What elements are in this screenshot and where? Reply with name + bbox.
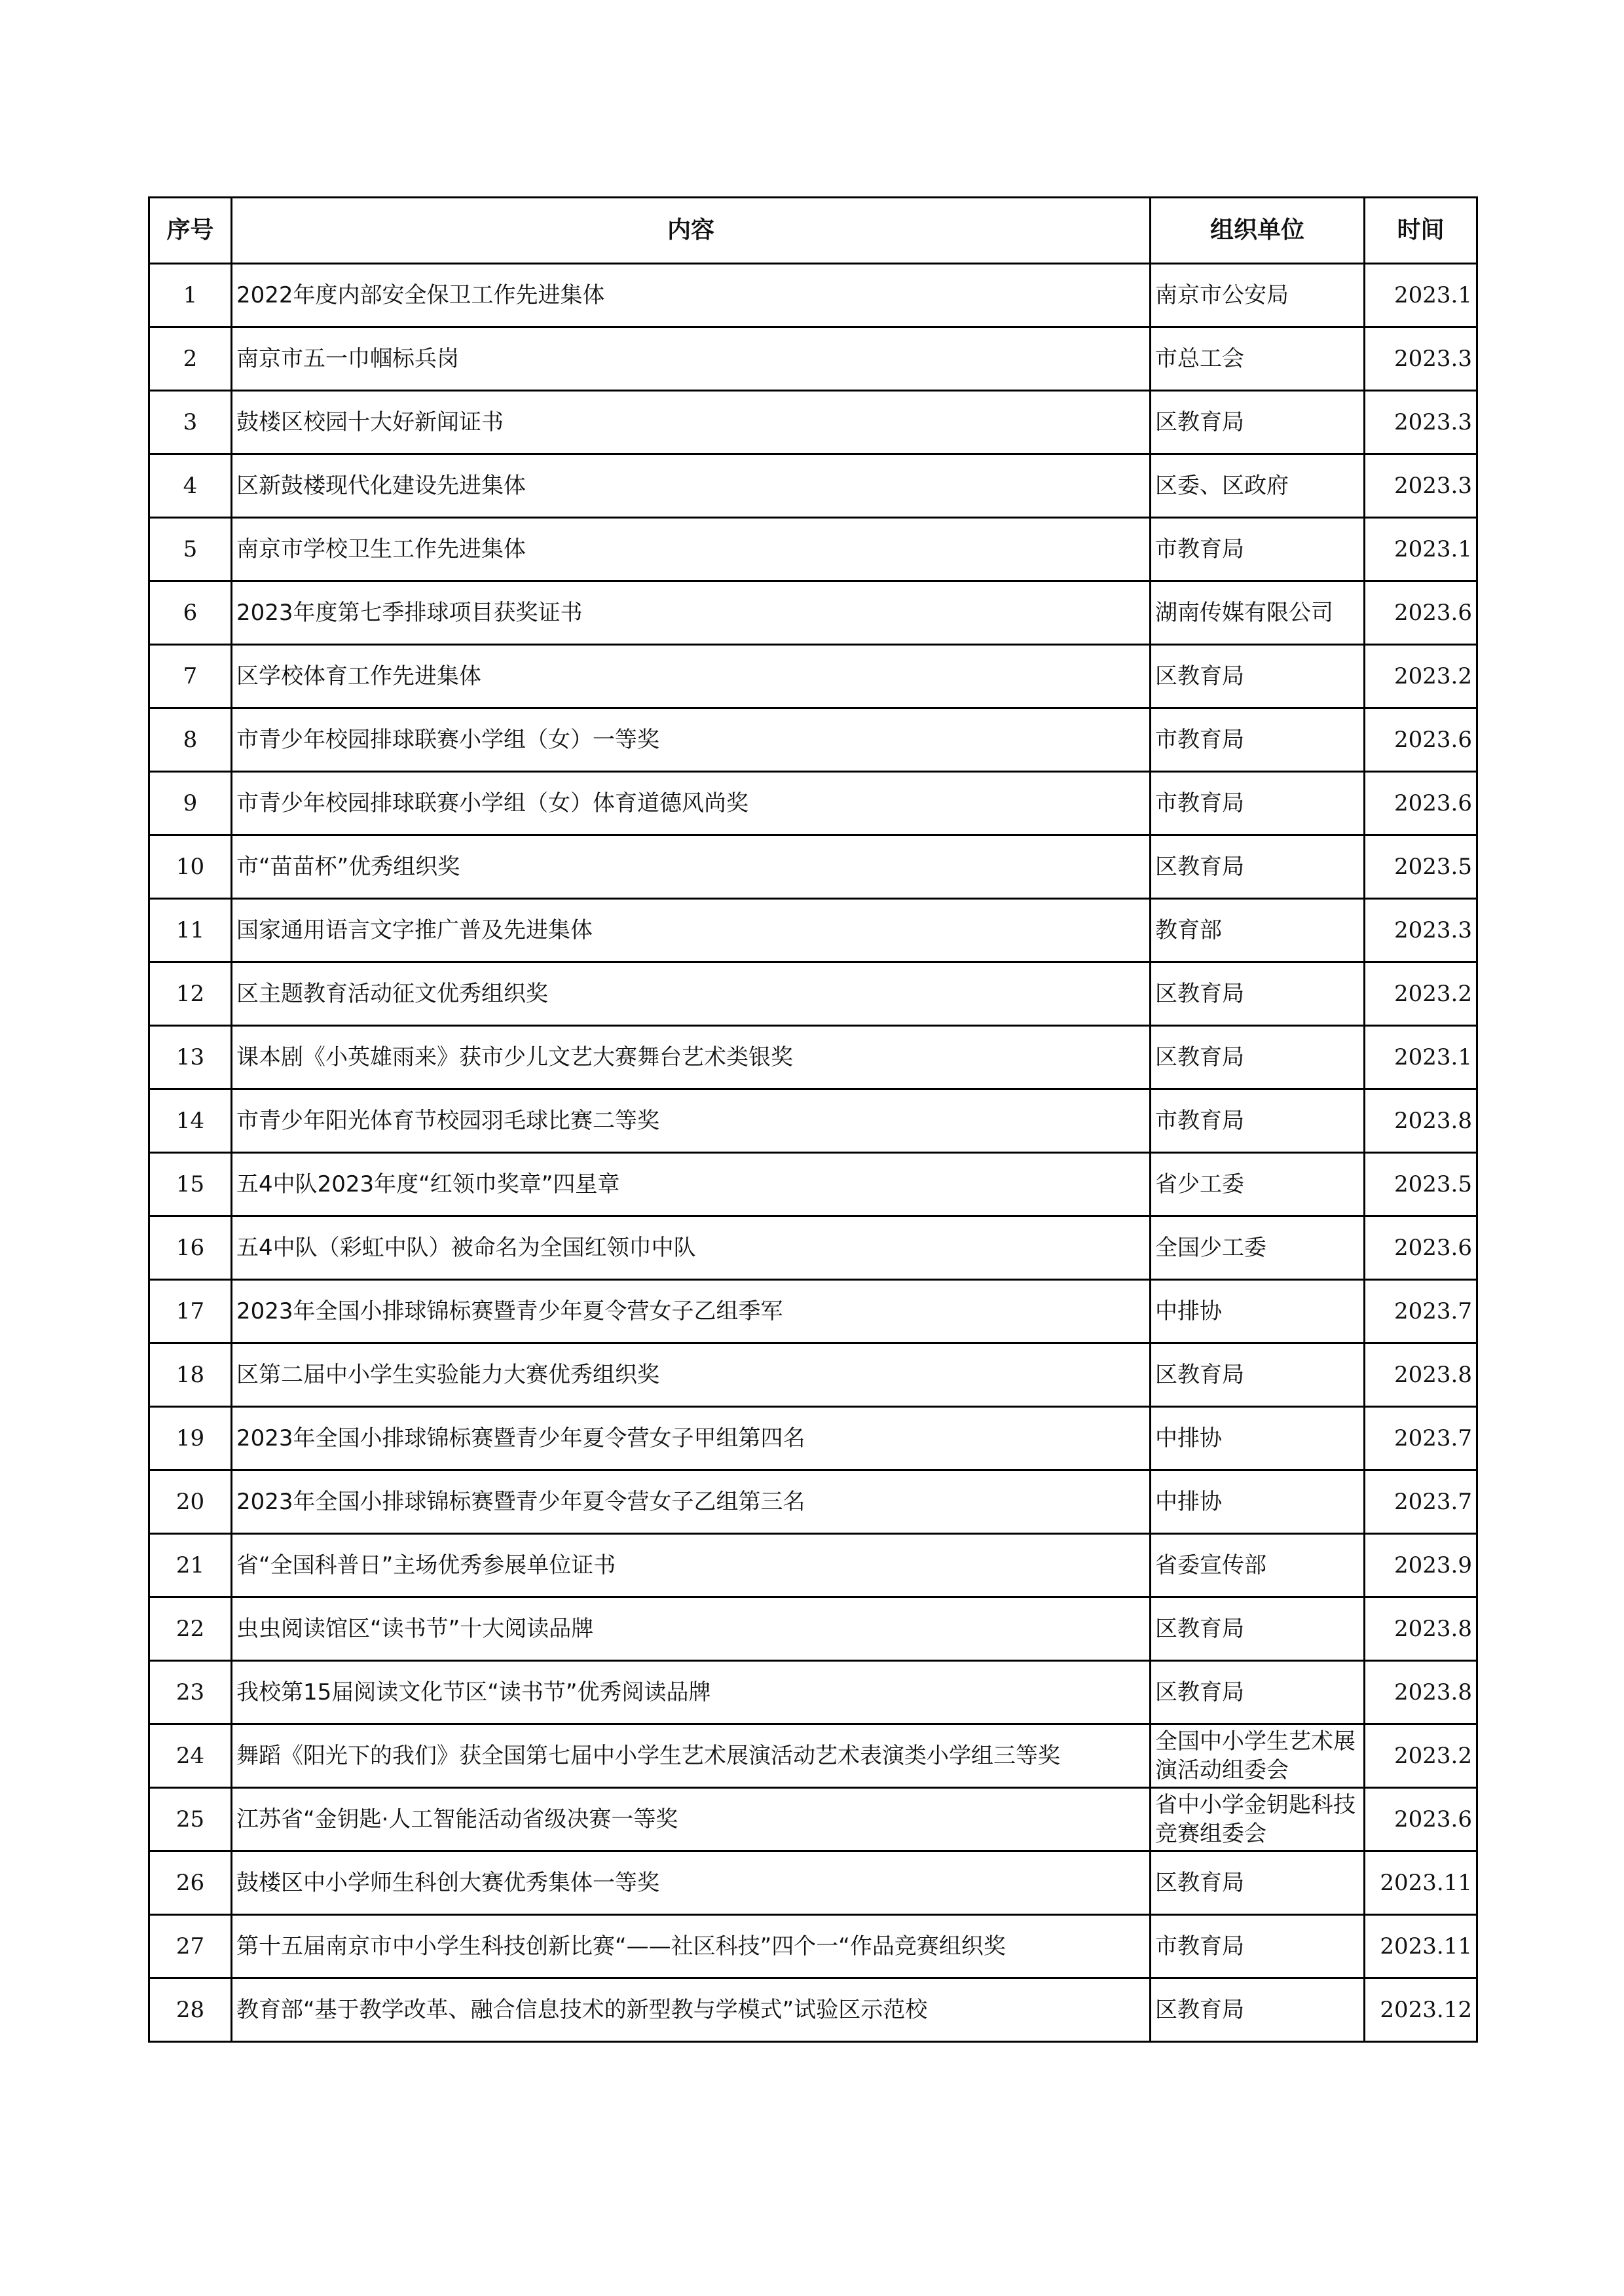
cell-content: 舞蹈《阳光下的我们》获全国第七届中小学生艺术展演活动艺术表演类小学组三等奖 [232, 1724, 1151, 1788]
table-row [149, 1026, 1477, 1089]
cell-time: 2023.6 [1365, 581, 1477, 645]
cell-content: 鼓楼区中小学师生科创大赛优秀集体一等奖 [232, 1851, 1151, 1915]
cell-content: 2023年全国小排球锦标赛暨青少年夏令营女子甲组第四名 [232, 1407, 1151, 1470]
table-row [149, 708, 1477, 772]
cell-content: 课本剧《小英雄雨来》获市少儿文艺大赛舞台艺术类银奖 [232, 1026, 1151, 1089]
cell-time: 2023.1 [1365, 264, 1477, 327]
table-row [149, 1343, 1477, 1407]
cell-org: 教育部 [1151, 899, 1365, 962]
cell-no: 11 [149, 899, 232, 962]
table-row [149, 1216, 1477, 1280]
cell-content: 五4中队2023年度“红领巾奖章”四星章 [232, 1153, 1151, 1216]
cell-content: 2023年度第七季排球项目获奖证书 [232, 581, 1151, 645]
table-body [149, 264, 1477, 2042]
cell-no: 6 [149, 581, 232, 645]
cell-no: 12 [149, 962, 232, 1026]
cell-no: 14 [149, 1089, 232, 1153]
cell-no: 28 [149, 1978, 232, 2042]
cell-no: 22 [149, 1597, 232, 1661]
cell-time: 2023.7 [1365, 1470, 1477, 1534]
cell-time: 2023.6 [1365, 708, 1477, 772]
cell-time: 2023.3 [1365, 391, 1477, 454]
header-org: 组织单位 [1151, 198, 1365, 264]
cell-content: 南京市五一巾帼标兵岗 [232, 327, 1151, 391]
cell-time: 2023.9 [1365, 1534, 1477, 1597]
header-content: 内容 [232, 198, 1151, 264]
cell-content: 区主题教育活动征文优秀组织奖 [232, 962, 1151, 1026]
table-row [149, 391, 1477, 454]
cell-content: 2022年度内部安全保卫工作先进集体 [232, 264, 1151, 327]
cell-org: 区委、区政府 [1151, 454, 1365, 518]
cell-no: 5 [149, 518, 232, 581]
table-row [149, 645, 1477, 708]
cell-content: 国家通用语言文字推广普及先进集体 [232, 899, 1151, 962]
cell-time: 2023.1 [1365, 1026, 1477, 1089]
cell-no: 2 [149, 327, 232, 391]
cell-no: 9 [149, 772, 232, 835]
cell-org: 市教育局 [1151, 708, 1365, 772]
cell-time: 2023.2 [1365, 645, 1477, 708]
cell-org: 区教育局 [1151, 1343, 1365, 1407]
cell-no: 4 [149, 454, 232, 518]
cell-time: 2023.12 [1365, 1978, 1477, 2042]
cell-org: 中排协 [1151, 1280, 1365, 1343]
cell-no: 27 [149, 1915, 232, 1978]
cell-no: 1 [149, 264, 232, 327]
cell-org: 南京市公安局 [1151, 264, 1365, 327]
cell-content: 江苏省“金钥匙·人工智能活动省级决赛一等奖 [232, 1788, 1151, 1851]
table-row [149, 1978, 1477, 2042]
cell-time: 2023.5 [1365, 835, 1477, 899]
cell-org: 中排协 [1151, 1470, 1365, 1534]
cell-no: 3 [149, 391, 232, 454]
cell-content: 鼓楼区校园十大好新闻证书 [232, 391, 1151, 454]
table-row [149, 1915, 1477, 1978]
table-row [149, 1851, 1477, 1915]
cell-content: 省“全国科普日”主场优秀参展单位证书 [232, 1534, 1151, 1597]
cell-no: 16 [149, 1216, 232, 1280]
cell-no: 19 [149, 1407, 232, 1470]
cell-content: 区学校体育工作先进集体 [232, 645, 1151, 708]
cell-time: 2023.11 [1365, 1851, 1477, 1915]
cell-no: 17 [149, 1280, 232, 1343]
table-row [149, 264, 1477, 327]
cell-org: 区教育局 [1151, 1851, 1365, 1915]
table-row [149, 1089, 1477, 1153]
table-row [149, 1788, 1477, 1851]
cell-org: 市总工会 [1151, 327, 1365, 391]
cell-time: 2023.7 [1365, 1407, 1477, 1470]
cell-time: 2023.8 [1365, 1089, 1477, 1153]
cell-org: 区教育局 [1151, 645, 1365, 708]
cell-content: 五4中队（彩虹中队）被命名为全国红领巾中队 [232, 1216, 1151, 1280]
cell-no: 24 [149, 1724, 232, 1788]
cell-org: 全国少工委 [1151, 1216, 1365, 1280]
cell-no: 13 [149, 1026, 232, 1089]
cell-org: 省委宣传部 [1151, 1534, 1365, 1597]
awards-table [148, 196, 1478, 2043]
cell-content: 市青少年校园排球联赛小学组（女）体育道德风尚奖 [232, 772, 1151, 835]
cell-content: 第十五届南京市中小学生科技创新比赛“——社区科技”四个一“作品竞赛组织奖 [232, 1915, 1151, 1978]
cell-no: 21 [149, 1534, 232, 1597]
cell-content: 我校第15届阅读文化节区“读书节”优秀阅读品牌 [232, 1661, 1151, 1724]
cell-time: 2023.8 [1365, 1661, 1477, 1724]
cell-no: 7 [149, 645, 232, 708]
cell-content: 虫虫阅读馆区“读书节”十大阅读品牌 [232, 1597, 1151, 1661]
cell-content: 市“苗苗杯”优秀组织奖 [232, 835, 1151, 899]
cell-content: 区第二届中小学生实验能力大赛优秀组织奖 [232, 1343, 1151, 1407]
cell-time: 2023.2 [1365, 1724, 1477, 1788]
cell-content: 2023年全国小排球锦标赛暨青少年夏令营女子乙组季军 [232, 1280, 1151, 1343]
table-header-row [149, 198, 1477, 264]
cell-content: 区新鼓楼现代化建设先进集体 [232, 454, 1151, 518]
cell-org: 区教育局 [1151, 391, 1365, 454]
cell-org: 区教育局 [1151, 835, 1365, 899]
cell-org: 市教育局 [1151, 1089, 1365, 1153]
table-row [149, 454, 1477, 518]
cell-org: 区教育局 [1151, 1026, 1365, 1089]
cell-content: 市青少年校园排球联赛小学组（女）一等奖 [232, 708, 1151, 772]
table-row [149, 581, 1477, 645]
table-row [149, 1153, 1477, 1216]
table-row [149, 1724, 1477, 1788]
cell-time: 2023.6 [1365, 1216, 1477, 1280]
cell-org: 市教育局 [1151, 1915, 1365, 1978]
table-row [149, 1534, 1477, 1597]
cell-no: 25 [149, 1788, 232, 1851]
cell-time: 2023.2 [1365, 962, 1477, 1026]
cell-org: 中排协 [1151, 1407, 1365, 1470]
table-row [149, 1661, 1477, 1724]
cell-time: 2023.7 [1365, 1280, 1477, 1343]
cell-org: 市教育局 [1151, 772, 1365, 835]
table-row [149, 1597, 1477, 1661]
cell-org: 区教育局 [1151, 1978, 1365, 2042]
cell-no: 10 [149, 835, 232, 899]
table-row [149, 1280, 1477, 1343]
cell-no: 18 [149, 1343, 232, 1407]
cell-time: 2023.3 [1365, 327, 1477, 391]
table-row [149, 1407, 1477, 1470]
cell-org: 湖南传媒有限公司 [1151, 581, 1365, 645]
cell-org: 区教育局 [1151, 962, 1365, 1026]
table-row [149, 962, 1477, 1026]
cell-time: 2023.8 [1365, 1597, 1477, 1661]
cell-time: 2023.5 [1365, 1153, 1477, 1216]
table-row [149, 835, 1477, 899]
cell-no: 20 [149, 1470, 232, 1534]
cell-time: 2023.6 [1365, 772, 1477, 835]
cell-content: 南京市学校卫生工作先进集体 [232, 518, 1151, 581]
cell-org: 区教育局 [1151, 1597, 1365, 1661]
header-time: 时间 [1365, 198, 1477, 264]
cell-time: 2023.3 [1365, 899, 1477, 962]
cell-content: 市青少年阳光体育节校园羽毛球比赛二等奖 [232, 1089, 1151, 1153]
cell-time: 2023.11 [1365, 1915, 1477, 1978]
cell-time: 2023.6 [1365, 1788, 1477, 1851]
cell-org: 省少工委 [1151, 1153, 1365, 1216]
cell-content: 教育部“基于教学改革、融合信息技术的新型教与学模式”试验区示范校 [232, 1978, 1151, 2042]
cell-no: 26 [149, 1851, 232, 1915]
cell-org: 全国中小学生艺术展演活动组委会 [1151, 1724, 1365, 1788]
cell-time: 2023.3 [1365, 454, 1477, 518]
cell-org: 区教育局 [1151, 1661, 1365, 1724]
cell-content: 2023年全国小排球锦标赛暨青少年夏令营女子乙组第三名 [232, 1470, 1151, 1534]
table-row [149, 1470, 1477, 1534]
cell-time: 2023.1 [1365, 518, 1477, 581]
cell-no: 23 [149, 1661, 232, 1724]
cell-time: 2023.8 [1365, 1343, 1477, 1407]
table-row [149, 772, 1477, 835]
header-no: 序号 [149, 198, 232, 264]
table-row [149, 327, 1477, 391]
cell-no: 8 [149, 708, 232, 772]
cell-org: 市教育局 [1151, 518, 1365, 581]
table-row [149, 518, 1477, 581]
cell-no: 15 [149, 1153, 232, 1216]
table-row [149, 899, 1477, 962]
cell-org: 省中小学金钥匙科技竞赛组委会 [1151, 1788, 1365, 1851]
